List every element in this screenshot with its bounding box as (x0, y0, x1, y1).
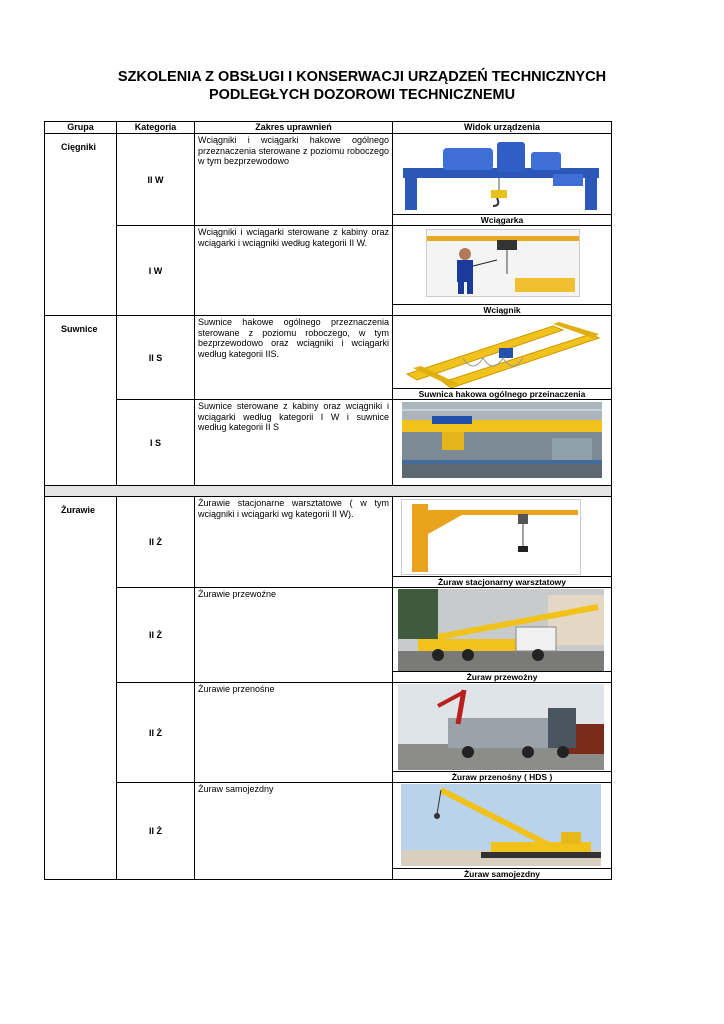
group-cell: Suwnice (45, 316, 117, 486)
cabin-crane-image (402, 402, 602, 478)
category-cell: II Ż (117, 783, 195, 880)
separator-cell (45, 486, 612, 497)
view-cell (393, 316, 612, 400)
category-cell: II W (117, 134, 195, 226)
scope-cell: Żuraw samojezdny (195, 783, 393, 880)
separator-row (45, 486, 612, 497)
image-caption: Żuraw samojezdny (393, 868, 611, 879)
table-row (45, 588, 612, 683)
table-row (45, 783, 612, 880)
table-row (45, 683, 612, 783)
table-row (45, 497, 612, 588)
scope-cell: Żurawie przewoźne (195, 588, 393, 683)
scope-cell: Suwnice sterowane z kabiny oraz wciągniki i wciągarki według kategorii I W i suwnice według kategorii II S (195, 400, 393, 486)
view-cell (393, 683, 612, 783)
image-caption: Żuraw przewoźny (393, 671, 611, 682)
table-row (45, 226, 612, 316)
category-cell: II Ż (117, 497, 195, 588)
image-caption: Wciągarka (393, 214, 611, 225)
view-cell (393, 588, 612, 683)
category-cell: II Ż (117, 588, 195, 683)
image-caption: Suwnica hakowa ogólnego przeinaczenia (393, 388, 611, 399)
scope-cell: Żurawie stacjonarne warsztatowe ( w tym wciągniki i wciągarki wg kategorii II W). (195, 497, 393, 588)
header-grupa: Grupa (45, 122, 117, 134)
view-cell (393, 783, 612, 880)
category-cell: II Ż (117, 683, 195, 783)
header-kategoria: Kategoria (117, 122, 195, 134)
hoist-image (426, 229, 580, 297)
table-header-row (45, 122, 612, 134)
group-cell: Żurawie (45, 497, 117, 880)
view-cell (393, 497, 612, 588)
view-cell (393, 400, 612, 486)
scope-cell: Żurawie przenośne (195, 683, 393, 783)
jib-crane-image (401, 499, 581, 575)
overhead-crane-image (403, 318, 601, 388)
category-cell: I W (117, 226, 195, 316)
image-caption: Żuraw przenośny ( HDS ) (393, 771, 611, 782)
title-line-1: SZKOLENIA Z OBSŁUGI I KONSERWACJI URZĄDZEŃ TECHNICZNYCH (117, 69, 607, 85)
table-row (45, 400, 612, 486)
table-row (45, 316, 612, 400)
header-zakres: Zakres uprawnień (195, 122, 393, 134)
category-cell: I S (117, 400, 195, 486)
scope-cell: Wciągniki i wciągarki hakowe ogólnego przeznaczenia sterowane z poziomu roboczego w tym bezprzewodowo (195, 134, 393, 226)
scope-cell: Wciągniki i wciągarki sterowane z kabiny oraz wciągarki i wciągniki według kategorii II W. (195, 226, 393, 316)
title-line-2: PODLEGŁYCH DOZOROWI TECHNICZNEMU (208, 87, 516, 103)
mobile-crane-image (401, 784, 601, 866)
view-cell (393, 134, 612, 226)
winch-image (403, 138, 599, 212)
equipment-table (44, 121, 612, 880)
group-cell: Cięgniki (45, 134, 117, 316)
scope-cell: Suwnice hakowe ogólnego przeznaczenia sterowane z poziomu roboczego, w tym bezprzewodowo oraz wciągniki i wciągarki według kategorii IIS. (195, 316, 393, 400)
hds-crane-image (398, 684, 604, 770)
view-cell (393, 226, 612, 316)
header-widok: Widok urządzenia (393, 122, 612, 134)
document-title (0, 68, 724, 104)
image-caption: Żuraw stacjonarny warsztatowy (393, 576, 611, 587)
table-row (45, 134, 612, 226)
category-cell: II S (117, 316, 195, 400)
truck-crane-image (398, 589, 604, 671)
image-caption: Wciągnik (393, 304, 611, 315)
